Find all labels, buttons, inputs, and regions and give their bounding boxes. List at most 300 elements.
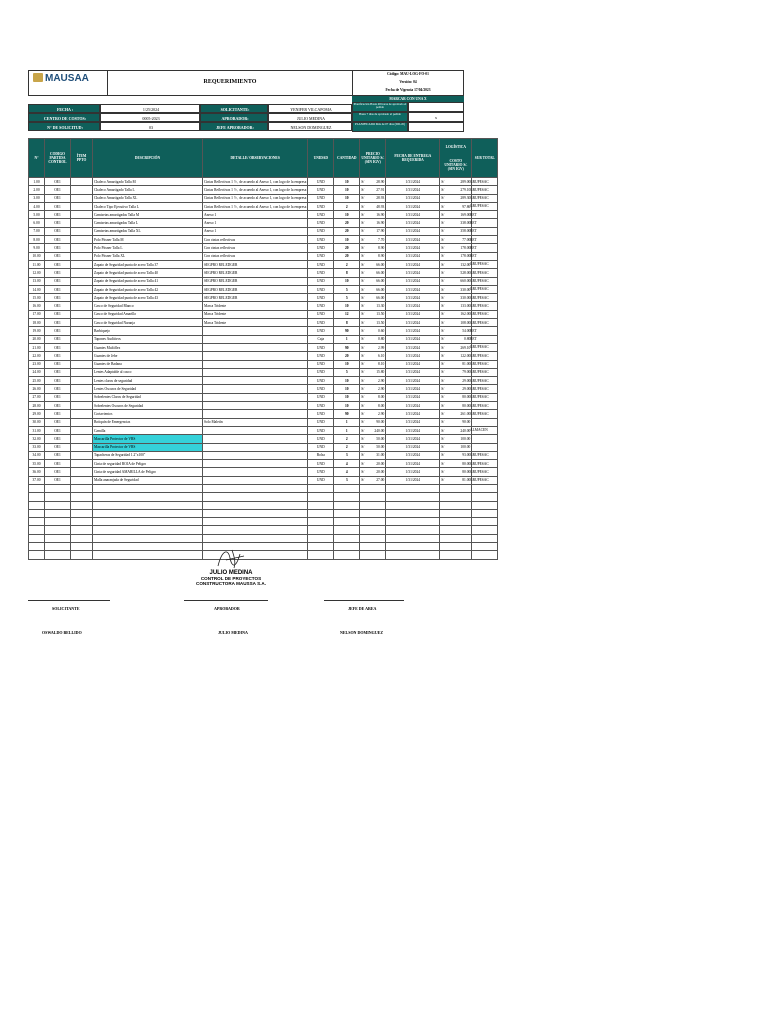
costo-value: 0.80 [464,337,471,342]
row-descripcion: Chaleco Tipo Ejecutivo Talla L [93,202,203,210]
currency-symbol: S/ [441,378,445,383]
row-detalle: Marca Tridente [203,310,308,318]
currency-symbol: S/ [441,328,445,333]
currency-symbol: S/ [361,428,365,433]
row-item [71,236,93,244]
row-detalle: Cintas Reflectivas 1 ½ , de acuerdo al Anexo 1, con logo de la empresa [203,186,308,194]
row-costo [440,410,472,418]
row-item [71,426,93,434]
aprobador-sig-line [184,600,268,601]
row-number: 7.00 [29,227,45,235]
supplier-label: RET [470,237,477,242]
row-item [71,277,93,285]
row-precio [360,236,386,244]
costo-value: 660.00 [460,279,471,284]
supplier-label: GRUPESAC [470,461,489,466]
option-planificado-check[interactable] [408,122,464,132]
row-costo [440,402,472,410]
row-unidad: UND [308,426,334,434]
row-detalle [203,402,308,410]
table-row [29,294,498,302]
row-codigo [45,551,71,559]
row-cantidad: 10 [334,194,360,202]
currency-symbol: S/ [441,411,445,416]
row-precio [360,385,386,393]
row-descripcion: Sobrelentes Oscuros de Seguridad [93,402,203,410]
table-row [29,269,498,277]
row-fecha: 1/31/2024 [386,277,440,285]
row-unidad: UND [308,236,334,244]
row-item [71,368,93,376]
row-detalle [203,335,308,343]
row-cantidad: 3 [334,451,360,459]
row-precio [360,551,386,559]
costo-value: 29.00 [462,387,471,392]
row-item [71,443,93,451]
row-number: 10.00 [29,252,45,260]
supplier-label: GRUPESAC [470,362,489,367]
currency-symbol: S/ [441,420,445,425]
row-codigo: OE1 [45,285,71,293]
row-detalle [203,526,308,534]
row-unidad: UND [308,468,334,476]
row-cantidad: 1 [334,426,360,434]
row-subtotal [472,534,498,542]
row-costo [440,211,472,219]
row-detalle [203,343,308,351]
precio-value: 2.99 [378,345,385,350]
row-precio [360,335,386,343]
currency-symbol: S/ [361,411,365,416]
costo-value: 133.00 [460,304,471,309]
currency-symbol: S/ [441,187,445,192]
row-subtotal [472,443,498,451]
precio-value: 20.00 [376,470,385,475]
row-precio [360,368,386,376]
row-precio [360,534,386,542]
row-costo [440,435,472,443]
row-item [71,202,93,210]
row-precio [360,294,386,302]
table-row [29,219,498,227]
row-detalle [203,534,308,542]
row-codigo: OE1 [45,319,71,327]
currency-symbol: S/ [441,370,445,375]
row-unidad: UND [308,285,334,293]
row-costo [440,294,472,302]
row-fecha: 1/31/2024 [386,377,440,385]
row-number: 11.00 [29,260,45,268]
row-fecha: 1/31/2024 [386,460,440,468]
fecha-value[interactable] [100,104,200,113]
currency-symbol: S/ [441,395,445,400]
row-precio [360,426,386,434]
row-costo [440,426,472,434]
row-detalle [203,426,308,434]
currency-symbol: S/ [441,204,445,209]
currency-symbol: S/ [441,287,445,292]
costo-value: 528.00 [460,270,471,275]
row-item [71,319,93,327]
row-cantidad: 90 [334,327,360,335]
row-codigo: OE1 [45,211,71,219]
costo-value: 100.00 [460,436,471,441]
currency-symbol: S/ [441,179,445,184]
row-cantidad: 10 [334,186,360,194]
row-item [71,418,93,426]
row-precio [360,493,386,501]
row-number: 23.00 [29,360,45,368]
row-fecha: 1/31/2024 [386,410,440,418]
currency-symbol: S/ [441,453,445,458]
precio-value: 16.90 [376,221,385,226]
option-normal-check[interactable] [408,112,464,122]
row-unidad: Caja [308,335,334,343]
row-fecha: 1/31/2024 [386,343,440,351]
row-item [71,493,93,501]
row-fecha: 1/31/2024 [386,352,440,360]
supplier-label: GRUPESAC [470,279,489,284]
row-item [71,534,93,542]
precio-value: 15.80 [376,370,385,375]
row-codigo: OE1 [45,435,71,443]
row-unidad [308,543,334,551]
aprobador-label-text: APROBADOR: [221,116,249,121]
signature-stamp [196,546,266,586]
row-codigo: OE1 [45,252,71,260]
precio-value: 50.00 [376,436,385,441]
row-item [71,526,93,534]
row-descripcion: Polo Pitsner Talla XL [93,252,203,260]
currency-symbol: S/ [361,295,365,300]
supplier-label: GRUPESAC [470,179,489,184]
costo-value: 80.00 [462,403,471,408]
solicitante-value[interactable] [268,104,352,113]
costo-value: 122.00 [460,353,471,358]
row-costo [440,518,472,526]
table-row [29,451,498,459]
row-detalle [203,377,308,385]
row-item [71,260,93,268]
row-descripcion: Zapato de Seguridad punta de acero Talla 43 [93,294,203,302]
costo-value: 261.00 [460,411,471,416]
row-number: 4.00 [29,202,45,210]
supplier-label: GRUPESAC [470,453,489,458]
row-cantidad: 5 [334,285,360,293]
row-costo [440,476,472,484]
doc-vigencia: Fecha de Vigencia 17/04/2023 [385,88,431,92]
costo-value: 330.00 [460,295,471,300]
row-costo [440,468,472,476]
row-number [29,551,45,559]
row-unidad [308,534,334,542]
col-cantidad: CANTIDAD [334,139,360,178]
row-codigo [45,493,71,501]
row-fecha: 1/31/2024 [386,443,440,451]
currency-symbol: S/ [441,428,445,433]
row-number: 35.00 [29,460,45,468]
supplier-label: GRUPESAC [470,478,489,483]
row-codigo: OE1 [45,418,71,426]
row-codigo: OE1 [45,343,71,351]
row-precio [360,302,386,310]
row-detalle: Marca Tridente [203,319,308,327]
row-codigo: OE1 [45,377,71,385]
row-number: 13.00 [29,277,45,285]
precio-value: 48.93 [376,204,385,209]
currency-symbol: S/ [441,478,445,483]
row-descripcion: Chaleco Amartigado Talla M [93,178,203,186]
row-precio [360,269,386,277]
row-costo [440,343,472,351]
row-precio [360,327,386,335]
costo-value: 93.00 [462,453,471,458]
row-number [29,493,45,501]
row-item [71,451,93,459]
precio-value: 0.80 [378,337,385,342]
row-codigo: OE1 [45,269,71,277]
row-descripcion: Sobrelentes Claros de Seguridad [93,393,203,401]
solicitante-label-footer: SOLICITANTE [52,606,80,611]
row-detalle [203,460,308,468]
row-costo [440,219,472,227]
row-fecha: 1/31/2024 [386,285,440,293]
aprobador-name: JULIO MEDINA [218,630,248,635]
row-number [29,526,45,534]
currency-symbol: S/ [361,436,365,441]
row-costo [440,236,472,244]
row-detalle [203,410,308,418]
jefe-label-footer: JEFE DE AREA [348,606,377,611]
row-subtotal [472,543,498,551]
row-costo [440,460,472,468]
row-fecha [386,509,440,517]
row-codigo: OE1 [45,393,71,401]
row-detalle [203,476,308,484]
row-descripcion: Polo Pitsner Talla L [93,244,203,252]
row-detalle [203,484,308,492]
row-fecha: 1/31/2024 [386,310,440,318]
row-codigo: OE1 [45,194,71,202]
currency-symbol: S/ [441,320,445,325]
precio-value: 27.00 [376,478,385,483]
row-cantidad [334,526,360,534]
row-costo [440,178,472,186]
currency-symbol: S/ [361,345,365,350]
row-unidad: UND [308,385,334,393]
row-number: 2.00 [29,186,45,194]
table-row [29,260,498,268]
row-codigo: OE1 [45,385,71,393]
solicitante-label [200,104,268,113]
col-n: N° [29,139,45,178]
row-unidad [308,551,334,559]
row-unidad [308,493,334,501]
currency-symbol: S/ [441,461,445,466]
row-fecha: 1/31/2024 [386,468,440,476]
nsol-value[interactable] [100,122,200,131]
row-cantidad: 1 [334,418,360,426]
currency-symbol: S/ [361,370,365,375]
costo-label: COSTO UNITARIO S/. (SIN IGV) [444,159,468,171]
table-row [29,476,498,484]
currency-symbol: S/ [361,229,365,234]
currency-symbol: S/ [361,362,365,367]
supplier-label: GRUPESAC [470,411,489,416]
row-item [71,294,93,302]
row-fecha: 1/31/2024 [386,202,440,210]
supplier-label: GRUPESAC [470,403,489,408]
aprobador-value[interactable] [268,113,352,122]
row-number: 24.00 [29,368,45,376]
col-item: ÍTEM PPTO [71,139,93,178]
row-item [71,377,93,385]
jefe-value[interactable] [268,122,352,131]
precio-value: 7.70 [378,237,385,242]
row-cantidad: 10 [334,211,360,219]
row-precio [360,410,386,418]
row-item [71,360,93,368]
row-costo [440,484,472,492]
currency-symbol: S/ [441,403,445,408]
row-codigo [45,534,71,542]
row-item [71,343,93,351]
row-number: 36.00 [29,468,45,476]
costo-value: 80.00 [462,395,471,400]
row-descripcion [93,543,203,551]
row-cantidad [334,493,360,501]
row-precio [360,194,386,202]
row-detalle [203,360,308,368]
currency-symbol: S/ [441,295,445,300]
table-row [29,435,498,443]
row-cantidad: 10 [334,360,360,368]
row-number [29,509,45,517]
row-cantidad: 20 [334,219,360,227]
row-costo [440,501,472,509]
row-unidad [308,501,334,509]
currency-symbol: S/ [441,262,445,267]
row-precio [360,252,386,260]
currency-symbol: S/ [361,337,365,342]
option-urgente-check[interactable] [408,102,464,112]
row-item [71,484,93,492]
row-precio [360,451,386,459]
supplier-label: GRUPESAC [470,262,489,267]
row-precio [360,468,386,476]
currency-symbol: S/ [361,328,365,333]
row-costo [440,194,472,202]
row-subtotal [472,518,498,526]
row-detalle: SEGPRO RELEDGER [203,260,308,268]
costo-value: 279.10 [460,187,471,192]
row-cantidad: 1 [334,335,360,343]
supplier-label: RET [470,337,477,342]
row-fecha [386,526,440,534]
table-row [29,178,498,186]
currency-symbol: S/ [361,187,365,192]
row-number: 1.00 [29,178,45,186]
supplier-label: RET [470,220,477,225]
row-descripcion: Cortavientos [93,410,203,418]
row-number: 37.00 [29,476,45,484]
costo-value: 178.00 [460,246,471,251]
aprobador-value-text: JULIO MEDINA [296,116,326,121]
row-cantidad: 3 [334,476,360,484]
centro-value-text: 0005-2023 [142,116,160,121]
row-subtotal [472,509,498,517]
currency-symbol: S/ [441,246,445,251]
row-item [71,393,93,401]
row-codigo: OE1 [45,260,71,268]
row-item [71,219,93,227]
row-detalle: Anexo 1 [203,219,308,227]
row-codigo: OE1 [45,460,71,468]
precio-value: 13.30 [376,304,385,309]
currency-symbol: S/ [441,362,445,367]
table-row [29,236,498,244]
row-fecha [386,493,440,501]
row-unidad: UND [308,244,334,252]
row-cantidad: 10 [334,385,360,393]
currency-symbol: S/ [361,246,365,251]
supplier-label: GRUPESAC [470,287,489,292]
centro-value[interactable] [100,113,200,122]
items-table [28,138,498,560]
supplier-label: GRUPESAC [470,270,489,275]
jefe-label-text: JEFE APROBADOR: [216,125,254,130]
row-number: 34.00 [29,451,45,459]
row-fecha: 1/31/2024 [386,335,440,343]
row-codigo: OE1 [45,327,71,335]
row-item [71,460,93,468]
row-descripcion: Botiquín de Emergencias [93,418,203,426]
row-item [71,269,93,277]
row-detalle [203,368,308,376]
row-fecha: 1/31/2024 [386,302,440,310]
row-unidad: UND [308,302,334,310]
jefe-name: NELSON DOMINGUEZ [340,630,384,635]
row-precio [360,360,386,368]
nsol-value-text: 03 [149,125,153,130]
row-descripcion: Camisetas amartigadas Talla XL [93,227,203,235]
row-codigo: OE1 [45,202,71,210]
doc-code: Código: MAU-LOG-FO-01 [387,72,429,76]
row-cantidad: 2 [334,443,360,451]
signature-scribble-icon [196,546,266,570]
supplier-label: GRUPESAC [470,378,489,383]
currency-symbol: S/ [361,470,365,475]
row-fecha: 1/31/2024 [386,418,440,426]
row-unidad: UND [308,178,334,186]
row-fecha [386,518,440,526]
row-codigo: OE1 [45,451,71,459]
stamp-name: JULIO MEDINA [209,570,253,576]
row-detalle: Cintas Reflectivas 1 ½ , de acuerdo al Anexo 1, con logo de la empresa [203,202,308,210]
costo-value: 100.00 [460,445,471,450]
row-item [71,302,93,310]
row-cantidad: 2 [334,435,360,443]
table-row [29,319,498,327]
row-precio [360,509,386,517]
row-number: 33.00 [29,443,45,451]
row-subtotal [472,551,498,559]
costo-value: 108.00 [460,320,471,325]
row-codigo: OE1 [45,236,71,244]
row-cantidad: 10 [334,377,360,385]
row-costo [440,418,472,426]
supplier-label: RET [470,254,477,259]
